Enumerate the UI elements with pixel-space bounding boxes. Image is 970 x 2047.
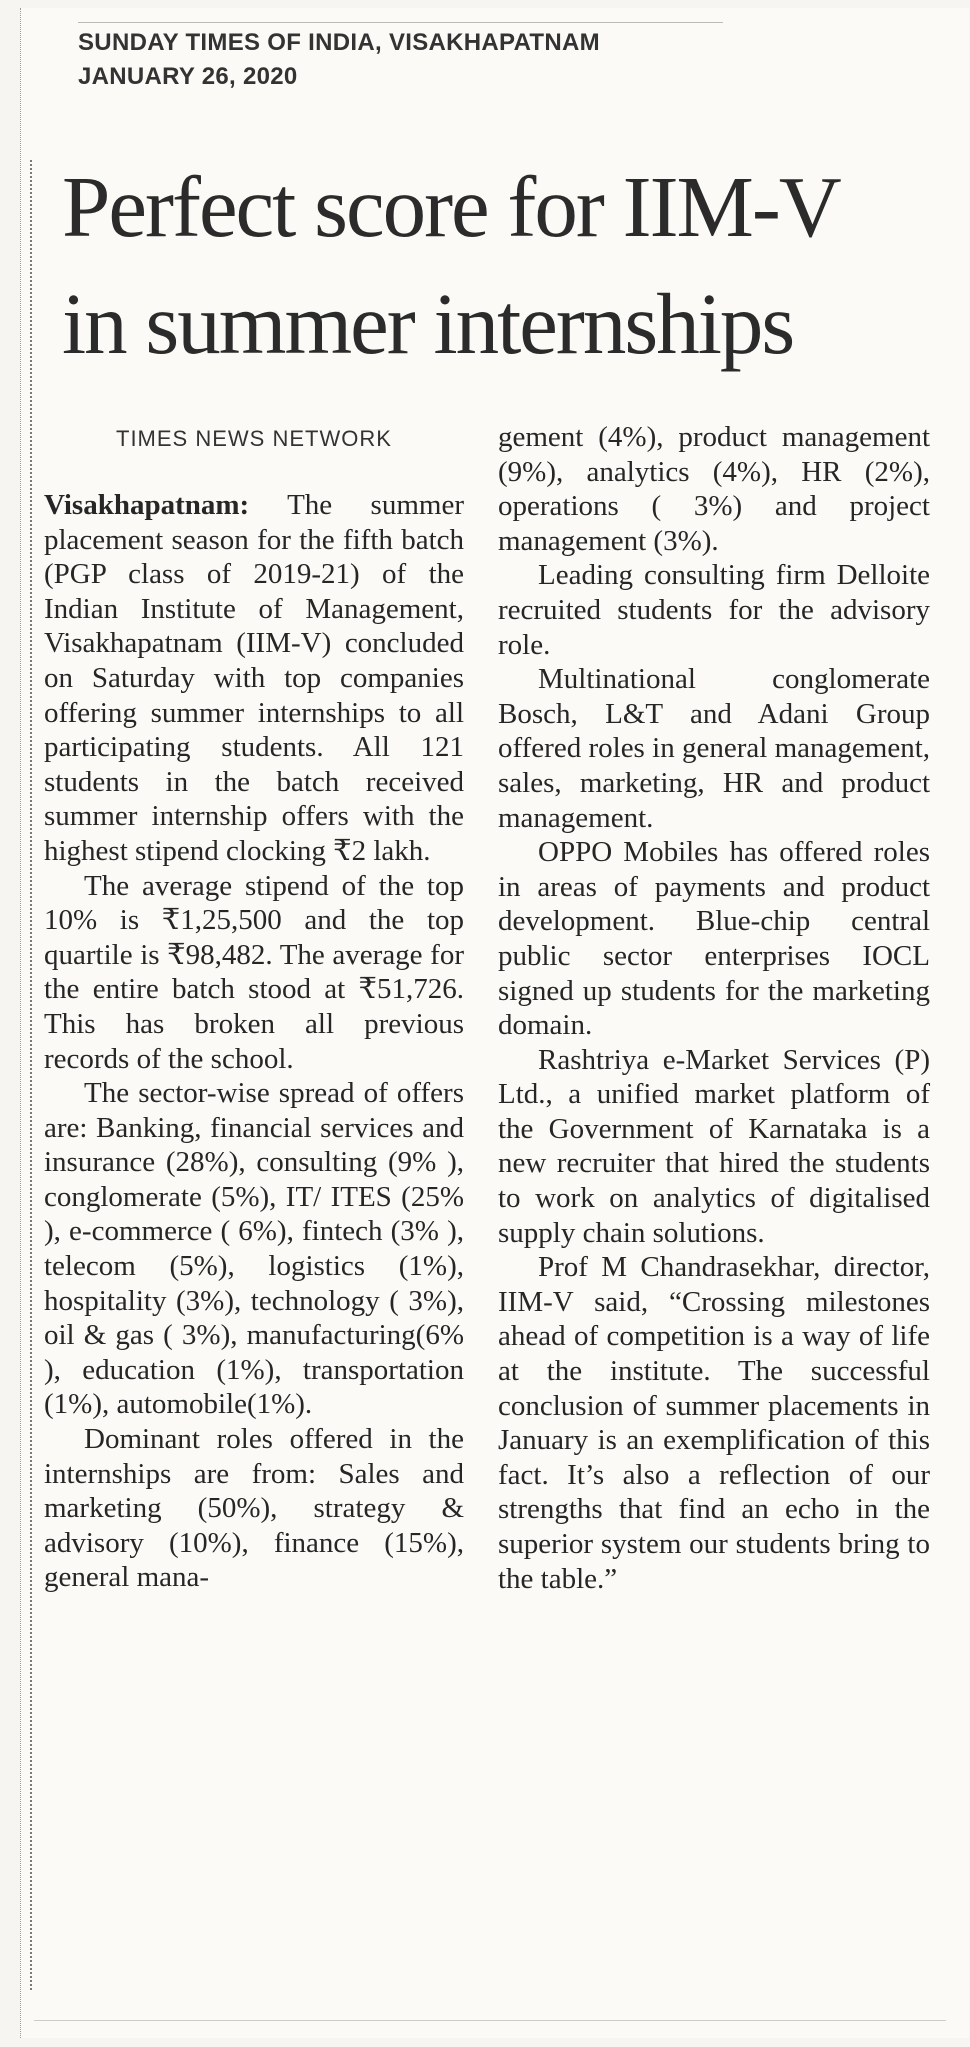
masthead-rule — [78, 22, 723, 23]
paragraph-8: Rashtriya e-Market Services (P) Ltd., a unified market platform of the Government of Karnataka is a new recruiter that hired the students to work on analytics of digitalised supply chain solutions. — [498, 1043, 930, 1249]
headline-line-2: in summer internships — [62, 275, 794, 372]
paragraph-5: Leading consulting firm Delloite recruited students for the advisory role. — [498, 559, 930, 661]
paragraph-1-text: The summer placement season for the fifth batch (PGP class of 2019-21) of the Indian Institute of Management, Visakhapatnam (IIM-V) concluded on Saturday with top companies offering summer internships to all participating students. All 121 students in the batch received summer internship offers with the highest stipend clocking ₹2 lakh. — [44, 489, 464, 867]
paragraph-4-start: Dominant roles offered in the internships are from: Sales and marketing (50%), strategy & advisory (10%), finance (15%), general mana- — [44, 1423, 464, 1594]
article-column-2 — [498, 420, 930, 1596]
paragraph-9: Prof M Chandrasekhar, director, IIM-V said, “Crossing milestones ahead of competition is a way of life at the institute. The successful conclusion of summer placements in January is an exemplification of this fact. It’s also a reflection of our strengths that find an echo in the superior system our students bring to the table.” — [498, 1251, 930, 1595]
masthead — [78, 26, 718, 94]
headline-line-1: Perfect score for IIM-V — [62, 158, 840, 255]
paragraph-3: The sector-wise spread of offers are: Banking, financial services and insurance (28%), consulting (9% ), conglomerate (5%), IT/ ITES (25% ), e-commerce ( 6%), fintech (3% ), telecom (5%), logistics (1%), hospitality (3%), technology ( 3%), oil & gas ( 3%), manufacturing(6% ), education (1%), transportation (1%), automobile(1%). — [44, 1077, 464, 1421]
byline: TIMES NEWS NETWORK — [116, 426, 392, 451]
publication-date: JANUARY 26, 2020 — [78, 63, 298, 90]
article-column-1 — [44, 488, 464, 1595]
bottom-rule — [34, 2020, 946, 2021]
paragraph-6: Multinational conglomerate Bosch, L&T and Adani Group offered roles in general management, sales, marketing, HR and product management. — [498, 663, 930, 834]
headline — [62, 148, 942, 382]
cut-line — [30, 160, 32, 1990]
paragraph-7: OPPO Mobiles has offered roles in areas of payments and product development. Blue-chip central public sector enterprises IOCL signed up students for the marketing domain. — [498, 836, 930, 1042]
paragraph-2: The average stipend of the top 10% is ₹1,25,500 and the top quartile is ₹98,482. The average for the entire batch stood at ₹51,726. This has broken all previous records of the school. — [44, 869, 464, 1075]
publication-name: SUNDAY TIMES OF INDIA, VISAKHAPATNAM — [78, 29, 600, 56]
paragraph-4-end: gement (4%), product management (9%), analytics (4%), HR (2%), operations ( 3%) and project management (3%). — [498, 421, 930, 557]
dateline: Visakhapatnam: — [44, 489, 250, 521]
paragraph-1 — [44, 488, 464, 869]
